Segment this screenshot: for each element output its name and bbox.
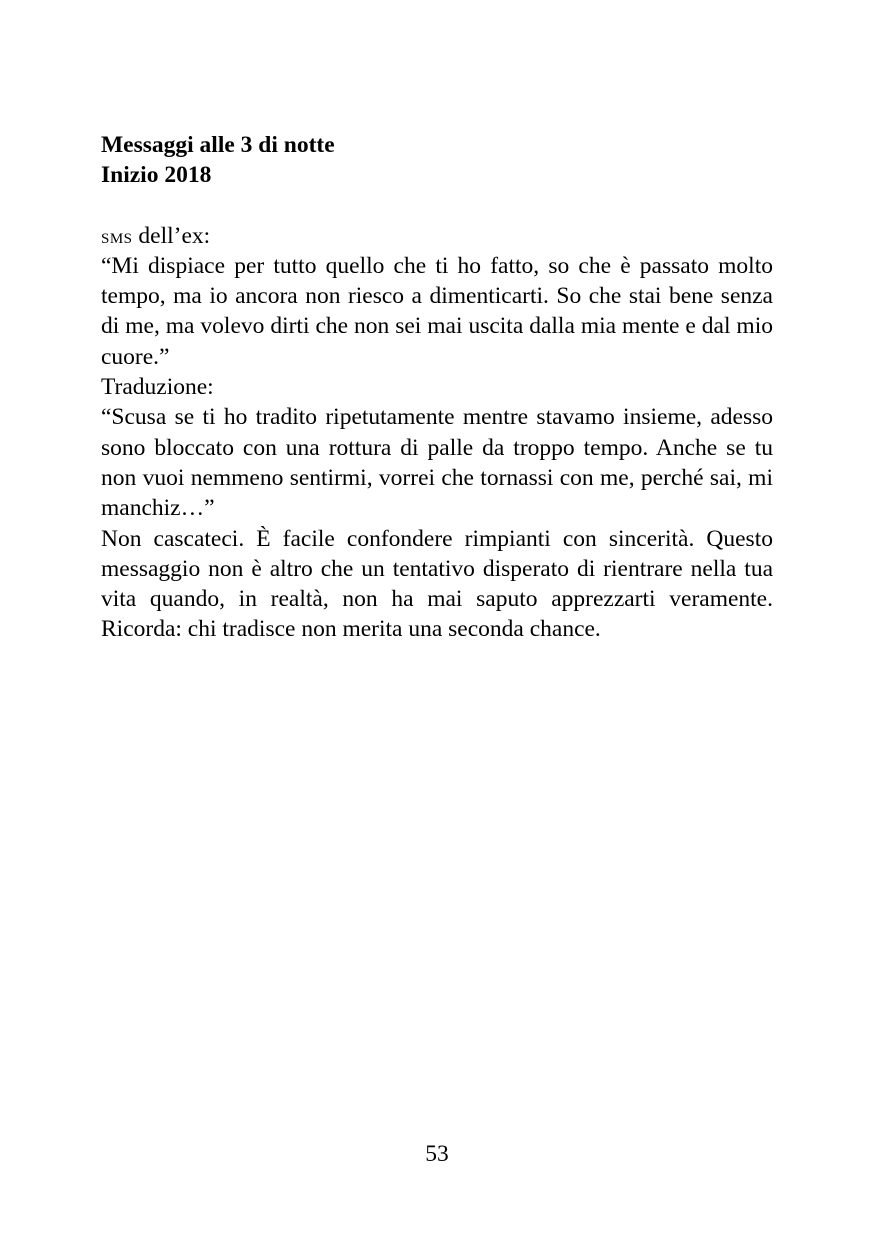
advice-paragraph: Non cascateci. È facile confondere rimpianti con sincerità. Questo messaggio non è altro che un tentativo disperato di rientrare nella tua vita quando, in realtà, non ha mai saputo apprezzarti veramente. Ricorda: chi tradisce non merita una seconda chance. xyxy=(101,525,773,643)
ex-message-quote: “Mi dispiace per tutto quello che ti ho fatto, so che è passato molto tempo, ma io ancora non riesco a dimenticarti. So che stai bene senza di me, ma volevo dirti che non sei mai uscita dalla mia mente e dal mio cuore.” xyxy=(101,252,773,370)
section-title: Messaggi alle 3 di notte xyxy=(101,132,335,158)
sms-label-text: dell’ex: xyxy=(132,222,211,249)
heading-spacer xyxy=(101,191,773,221)
translation-quote: “Scusa se ti ho tradito ripetutamente mentre stavamo insieme, adesso sono bloccato con una rottura di palle da troppo tempo. Anche se tu non vuoi nemmeno sentirmi, vorrei che tornassi con me, perché sai, mi manchiz…” xyxy=(101,404,773,522)
sms-abbreviation: sms xyxy=(101,223,133,248)
page-number: 53 xyxy=(425,1141,449,1167)
section-subtitle-date: Inizio 2018 xyxy=(101,162,212,189)
translation-label: Traduzione: xyxy=(101,374,214,401)
page-text-block xyxy=(101,130,773,645)
sms-label xyxy=(101,221,773,251)
